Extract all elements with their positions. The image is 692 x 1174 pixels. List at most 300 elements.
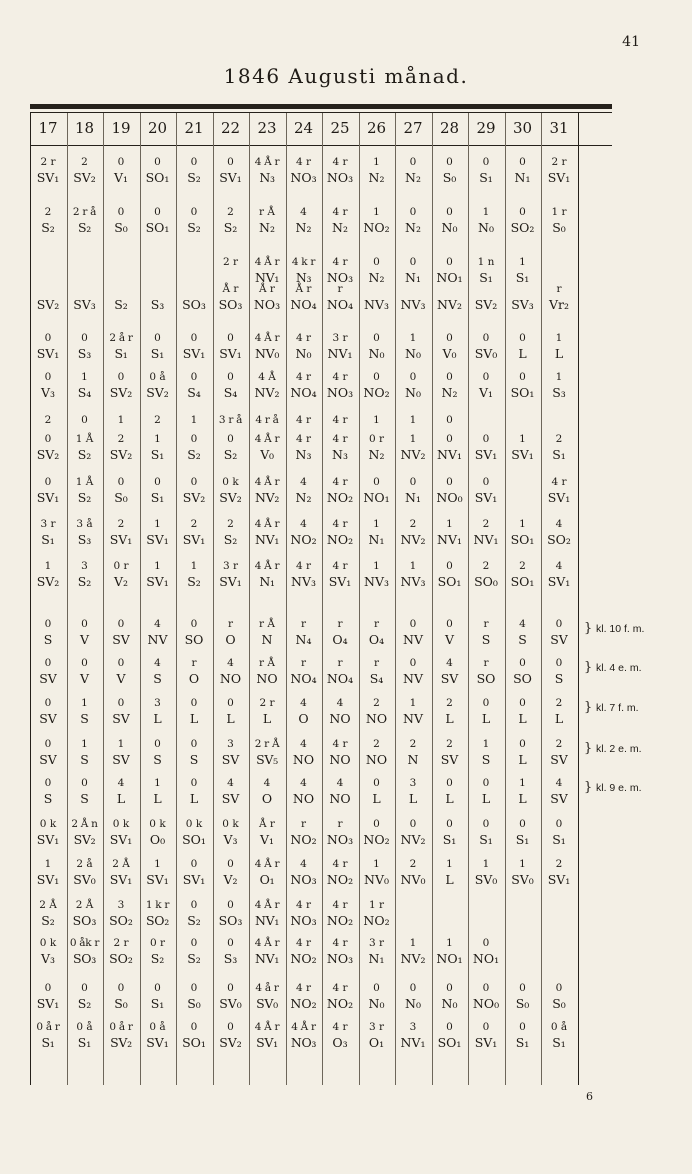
cloud-value: 4 bbox=[336, 777, 344, 789]
wind-value: SO₃ bbox=[182, 297, 206, 312]
cloud-value: Å r bbox=[259, 283, 275, 295]
cloud-value: 0 bbox=[81, 414, 88, 426]
wind-value: S bbox=[80, 791, 89, 806]
observation-cell bbox=[140, 617, 176, 647]
observation-cell bbox=[249, 936, 285, 966]
observation-cell bbox=[395, 857, 431, 887]
cloud-value bbox=[505, 282, 541, 297]
wind-value: NO₁ bbox=[436, 951, 463, 966]
wind-value: NO₁ bbox=[363, 490, 390, 505]
cloud-value: 3 r bbox=[40, 518, 56, 530]
cloud-value: 2 Å n bbox=[71, 818, 98, 830]
observation-cell bbox=[322, 205, 358, 235]
observation-cell bbox=[395, 559, 431, 589]
cloud-value: 0 r bbox=[113, 560, 129, 572]
observation-cell bbox=[432, 205, 468, 235]
wind-value: N₂ bbox=[259, 220, 275, 235]
wind-value: N₂ bbox=[368, 170, 385, 185]
cloud-value: 0 bbox=[154, 982, 161, 994]
observation-cell bbox=[213, 155, 249, 185]
observation-cell bbox=[249, 696, 285, 726]
cloud-value: 4 r å bbox=[255, 414, 279, 426]
observation-cell bbox=[395, 817, 431, 847]
cloud-value: 2 bbox=[117, 518, 125, 530]
header-rule bbox=[30, 145, 612, 146]
observation-cell bbox=[505, 370, 541, 400]
cloud-value: 3 bbox=[227, 738, 234, 750]
observation-cell bbox=[432, 981, 468, 1011]
observation-cell bbox=[541, 331, 577, 361]
wind-value: NO bbox=[329, 791, 351, 806]
wind-value: V bbox=[116, 671, 126, 686]
wind-value: N₁ bbox=[405, 270, 421, 285]
observation-cell bbox=[505, 517, 541, 547]
cloud-value: 4 Å r bbox=[254, 858, 280, 870]
observation-cell bbox=[103, 559, 139, 589]
wind-value: NV₀ bbox=[400, 872, 426, 887]
cloud-value: 0 bbox=[446, 433, 453, 445]
cloud-value: 3 bbox=[81, 560, 88, 572]
cloud-value: 1 r bbox=[551, 206, 567, 218]
wind-value: V₁ bbox=[113, 170, 129, 185]
cloud-value: 0 k bbox=[185, 818, 203, 830]
cloud-value: 2 bbox=[555, 433, 563, 445]
observation-cell bbox=[176, 155, 212, 185]
cloud-value: 0 bbox=[44, 476, 52, 488]
observation-cell bbox=[249, 817, 285, 847]
wind-value: SV₁ bbox=[182, 532, 206, 547]
cloud-value: 0 bbox=[190, 156, 198, 168]
observation-cell bbox=[140, 282, 176, 312]
wind-value: S bbox=[554, 671, 564, 686]
wind-value: N₂ bbox=[332, 220, 348, 235]
wind-value: NV₁ bbox=[254, 913, 280, 928]
wind-value: N₁ bbox=[368, 951, 385, 966]
wind-value: SO₃ bbox=[218, 913, 243, 928]
observation-cell bbox=[103, 817, 139, 847]
observation-cell bbox=[30, 817, 66, 847]
cloud-value: 4 r bbox=[295, 433, 312, 445]
title-rule-thin bbox=[30, 112, 612, 113]
observation-cell bbox=[249, 282, 285, 312]
cloud-value: 4 r bbox=[295, 560, 312, 572]
observation-cell bbox=[432, 155, 468, 185]
observation-cell bbox=[67, 475, 103, 505]
wind-value: S₂ bbox=[114, 297, 128, 312]
wind-value: SV bbox=[112, 752, 130, 767]
wind-value: S₂ bbox=[223, 447, 238, 462]
wind-value: SV₁ bbox=[36, 170, 60, 185]
wind-value: NO₂ bbox=[290, 832, 317, 847]
observation-cell bbox=[432, 282, 468, 312]
observation-cell bbox=[359, 517, 395, 547]
observation-cell bbox=[140, 817, 176, 847]
time-note: kl. 9 e. m. bbox=[596, 782, 642, 794]
cloud-value: r bbox=[337, 618, 343, 630]
observation-cell bbox=[286, 331, 322, 361]
cloud-value: 4 r bbox=[332, 433, 348, 445]
wind-value: SV₁ bbox=[474, 1035, 498, 1050]
observation-cell bbox=[468, 936, 504, 966]
wind-value: NO₄ bbox=[290, 297, 317, 312]
cloud-value: 2 r bbox=[40, 156, 56, 168]
cloud-value: 0 å bbox=[149, 371, 166, 383]
cloud-value: 2 bbox=[409, 518, 417, 530]
wind-value: S bbox=[80, 752, 89, 767]
cloud-value: 0 bbox=[482, 818, 490, 830]
cloud-value: 0 bbox=[44, 738, 52, 750]
wind-value: S₂ bbox=[187, 913, 201, 928]
observation-cell bbox=[176, 559, 212, 589]
observation-cell bbox=[322, 776, 358, 806]
wind-value: L bbox=[445, 711, 454, 726]
wind-value: NV₁ bbox=[437, 532, 462, 547]
wind-value: NO₀ bbox=[472, 996, 500, 1011]
observation-cell bbox=[213, 737, 249, 767]
observation-cell bbox=[67, 898, 103, 928]
wind-value: SV₂ bbox=[36, 447, 60, 462]
cloud-value: 0 bbox=[44, 371, 52, 383]
wind-value: NV₁ bbox=[327, 346, 353, 361]
brace-glyph: } bbox=[584, 780, 593, 795]
cloud-value: 0 bbox=[373, 371, 380, 383]
cloud-value: 3 bbox=[409, 1021, 417, 1033]
observation-cell bbox=[103, 898, 139, 928]
cloud-value: 0 bbox=[409, 256, 417, 268]
brace-glyph: } bbox=[584, 660, 593, 675]
wind-value: N₀ bbox=[405, 996, 421, 1011]
observation-cell bbox=[541, 282, 577, 312]
wind-value: NO₃ bbox=[253, 297, 281, 312]
cloud-value: 0 bbox=[227, 156, 234, 168]
observation-cell bbox=[67, 817, 103, 847]
observation-cell bbox=[505, 432, 541, 462]
observation-cell bbox=[103, 857, 139, 887]
wind-value: N₀ bbox=[441, 996, 458, 1011]
brace-glyph: } bbox=[584, 621, 593, 636]
observation-cell bbox=[505, 656, 541, 686]
wind-value: NO₁ bbox=[436, 270, 463, 285]
wind-value: S₂ bbox=[223, 220, 238, 235]
cloud-value: 1 bbox=[409, 414, 417, 426]
wind-value: NV₃ bbox=[400, 297, 426, 312]
cloud-value: 1 Å bbox=[75, 433, 94, 445]
cloud-value: 3 r bbox=[222, 560, 239, 572]
wind-value: NO bbox=[365, 711, 388, 726]
cloud-value: 0 bbox=[519, 1021, 526, 1033]
cloud-value: 4 r bbox=[295, 332, 312, 344]
observation-cell bbox=[30, 517, 66, 547]
observation-cell bbox=[213, 475, 249, 505]
observation-cell bbox=[213, 936, 249, 966]
wind-value: NO₂ bbox=[363, 832, 390, 847]
observation-cell bbox=[468, 331, 504, 361]
observation-cell bbox=[140, 475, 176, 505]
wind-value: NO₂ bbox=[290, 951, 317, 966]
observation-cell bbox=[286, 475, 322, 505]
cloud-value: 0 bbox=[190, 433, 198, 445]
wind-value: NO₃ bbox=[326, 832, 354, 847]
wind-value: SV₁ bbox=[547, 490, 571, 505]
wind-value: SV₁ bbox=[219, 170, 242, 185]
wind-value: L bbox=[481, 711, 491, 726]
cloud-value: 0 bbox=[154, 738, 161, 750]
wind-value: SV₁ bbox=[547, 872, 571, 887]
wind-value: SV₁ bbox=[36, 996, 60, 1011]
cloud-value: 4 Å r bbox=[254, 156, 280, 168]
wind-value: S₂ bbox=[77, 996, 92, 1011]
cloud-value: 0 bbox=[409, 206, 417, 218]
wind-value: SV bbox=[39, 671, 57, 686]
observation-cell bbox=[359, 475, 395, 505]
cloud-value: 1 bbox=[409, 697, 417, 709]
wind-value: L bbox=[445, 872, 454, 887]
cloud-value: r bbox=[337, 283, 343, 295]
observation-cell bbox=[249, 656, 285, 686]
cloud-value: 4 r bbox=[332, 256, 348, 268]
cloud-value: 0 bbox=[555, 982, 563, 994]
wind-value: N₃ bbox=[259, 170, 275, 185]
wind-value: NV₀ bbox=[364, 872, 389, 887]
cloud-value: 0 bbox=[373, 818, 380, 830]
observation-cell bbox=[176, 517, 212, 547]
observation-cell bbox=[468, 205, 504, 235]
wind-value: NV bbox=[403, 711, 423, 726]
observation-cell bbox=[359, 255, 395, 285]
observation-cell bbox=[249, 432, 285, 462]
cloud-value: 0 k bbox=[222, 818, 239, 830]
cloud-value: 1 bbox=[409, 433, 417, 445]
wind-value: NO₃ bbox=[326, 170, 354, 185]
day-header: 28 bbox=[439, 119, 460, 137]
wind-value: NV₃ bbox=[400, 574, 426, 589]
cloud-value: 1 bbox=[555, 371, 563, 383]
wind-value: SV₁ bbox=[146, 532, 169, 547]
cloud-value: 4 Å r bbox=[254, 433, 280, 445]
observation-cell bbox=[505, 1020, 541, 1050]
wind-value: NV₀ bbox=[254, 346, 280, 361]
observation-cell bbox=[468, 255, 504, 285]
wind-value: SV₂ bbox=[219, 1035, 242, 1050]
observation-cell bbox=[176, 282, 212, 312]
cloud-value: 1 r bbox=[368, 899, 385, 911]
observation-cell bbox=[505, 737, 541, 767]
observation-cell bbox=[67, 331, 103, 361]
observation-cell bbox=[249, 1020, 285, 1050]
wind-value: NV₂ bbox=[400, 532, 426, 547]
observation-cell bbox=[541, 155, 577, 185]
observation-cell bbox=[176, 205, 212, 235]
observation-cell bbox=[395, 737, 431, 767]
wind-value: NV₁ bbox=[254, 951, 280, 966]
cloud-value: 1 bbox=[154, 433, 161, 445]
wind-value: V₂ bbox=[113, 574, 129, 589]
column-divider bbox=[541, 113, 542, 1085]
observation-cell bbox=[505, 981, 541, 1011]
observation-cell bbox=[286, 981, 322, 1011]
cloud-value: 1 bbox=[154, 858, 161, 870]
observation-cell bbox=[286, 617, 322, 647]
cloud-value: 2 bbox=[555, 738, 563, 750]
wind-value: N₂ bbox=[405, 170, 421, 185]
wind-value: O bbox=[298, 711, 309, 726]
observation-cell bbox=[359, 432, 395, 462]
cloud-value: 0 bbox=[227, 433, 234, 445]
wind-value: L bbox=[518, 791, 527, 806]
cloud-value: 4 bbox=[154, 657, 161, 669]
wind-value: V₃ bbox=[40, 385, 56, 400]
cloud-value: 2 bbox=[555, 697, 563, 709]
wind-value: SV₀ bbox=[219, 996, 242, 1011]
cloud-value: r bbox=[556, 283, 562, 295]
observation-cell bbox=[432, 331, 468, 361]
observation-cell bbox=[103, 475, 139, 505]
observation-cell bbox=[286, 776, 322, 806]
cloud-value: 3 r bbox=[368, 1021, 385, 1033]
observation-cell bbox=[541, 370, 577, 400]
wind-value: N₀ bbox=[405, 385, 421, 400]
cloud-value: 2 bbox=[227, 206, 234, 218]
cloud-value: 2 bbox=[154, 414, 161, 426]
wind-value: NV₁ bbox=[473, 532, 499, 547]
observation-cell bbox=[213, 559, 249, 589]
wind-value: SO₂ bbox=[109, 913, 133, 928]
observation-cell bbox=[359, 331, 395, 361]
observation-cell bbox=[432, 737, 468, 767]
wind-value: NV₁ bbox=[254, 270, 280, 285]
cloud-value: 1 bbox=[44, 858, 52, 870]
wind-value: S₁ bbox=[515, 832, 530, 847]
observation-cell bbox=[286, 656, 322, 686]
observation-cell bbox=[505, 817, 541, 847]
cloud-value: 4 Å r bbox=[254, 560, 280, 572]
observation-cell bbox=[30, 205, 66, 235]
observation-cell bbox=[176, 1020, 212, 1050]
wind-value: SO₃ bbox=[72, 913, 97, 928]
wind-value: S₁ bbox=[442, 832, 457, 847]
wind-value: S₁ bbox=[150, 996, 165, 1011]
wind-value: S₄ bbox=[223, 385, 238, 400]
wind-value: SV₂ bbox=[219, 490, 242, 505]
brace-glyph: } bbox=[584, 700, 593, 715]
cloud-value: 0 bbox=[227, 858, 234, 870]
observation-cell bbox=[322, 981, 358, 1011]
cloud-value: r Å bbox=[259, 657, 275, 669]
cloud-value: 0 k bbox=[222, 476, 239, 488]
observation-cell bbox=[176, 857, 212, 887]
cloud-value: 1 bbox=[190, 414, 198, 426]
observation-cell bbox=[176, 936, 212, 966]
cloud-value: 0 bbox=[44, 777, 52, 789]
observation-cell bbox=[359, 696, 395, 726]
observation-cell bbox=[286, 255, 322, 285]
wind-value: S₁ bbox=[479, 270, 493, 285]
observation-cell bbox=[432, 475, 468, 505]
cloud-value bbox=[432, 282, 468, 297]
observation-cell bbox=[322, 432, 358, 462]
wind-value: SV₃ bbox=[73, 297, 96, 312]
observation-cell bbox=[505, 282, 541, 312]
observation-cell bbox=[468, 282, 504, 312]
observation-cell bbox=[213, 696, 249, 726]
observation-cell bbox=[432, 936, 468, 966]
observation-cell bbox=[140, 898, 176, 928]
wind-value: SO₂ bbox=[510, 220, 535, 235]
wind-value: SV bbox=[550, 791, 568, 806]
cloud-value: 0 bbox=[190, 206, 198, 218]
cloud-value: 1 bbox=[117, 414, 125, 426]
wind-value: NO₂ bbox=[326, 996, 354, 1011]
wind-value: N₀ bbox=[441, 220, 458, 235]
cloud-value: 0 å bbox=[76, 1021, 93, 1033]
observation-cell bbox=[359, 370, 395, 400]
observation-cell bbox=[103, 617, 139, 647]
cloud-value: 4 bbox=[300, 858, 307, 870]
column-divider bbox=[578, 113, 579, 1085]
wind-value: S₁ bbox=[515, 1035, 530, 1050]
observation-cell bbox=[30, 1020, 66, 1050]
time-note: kl. 7 f. m. bbox=[596, 702, 639, 714]
cloud-value: 4 Å r bbox=[254, 518, 280, 530]
wind-value: N₂ bbox=[368, 447, 385, 462]
cloud-value: 0 bbox=[190, 858, 198, 870]
cloud-value: 4 r bbox=[332, 414, 348, 426]
cloud-value: 0 bbox=[117, 697, 125, 709]
observation-cell bbox=[286, 155, 322, 185]
observation-cell bbox=[140, 432, 176, 462]
wind-value: V₁ bbox=[478, 385, 494, 400]
observation-cell bbox=[67, 155, 103, 185]
wind-value: L bbox=[262, 711, 272, 726]
cloud-value: 0 bbox=[227, 1021, 234, 1033]
wind-value: O₀ bbox=[149, 832, 166, 847]
observation-cell bbox=[359, 981, 395, 1011]
observation-cell bbox=[249, 617, 285, 647]
observation-cell bbox=[286, 205, 322, 235]
cloud-value: 4 r bbox=[295, 414, 312, 426]
wind-value: S₁ bbox=[552, 447, 566, 462]
wind-value: SV₁ bbox=[146, 872, 169, 887]
cloud-value: 0 bbox=[555, 618, 563, 630]
cloud-value: Å r bbox=[222, 283, 239, 295]
wind-value: NO₂ bbox=[326, 532, 354, 547]
cloud-value: 4 bbox=[227, 777, 234, 789]
wind-value: NO₂ bbox=[363, 220, 390, 235]
day-header: 29 bbox=[476, 119, 496, 137]
day-header: 17 bbox=[38, 119, 58, 137]
cloud-value: 2 bbox=[555, 858, 563, 870]
cloud-value: 0 bbox=[190, 476, 198, 488]
wind-value: S bbox=[518, 632, 527, 647]
observation-cell bbox=[213, 857, 249, 887]
cloud-value: 1 n bbox=[477, 256, 495, 268]
observation-cell bbox=[30, 559, 66, 589]
wind-value: L bbox=[554, 711, 564, 726]
wind-value: SV₁ bbox=[219, 346, 242, 361]
wind-value: S bbox=[43, 791, 53, 806]
wind-value: NO₃ bbox=[326, 951, 354, 966]
observation-cell bbox=[541, 1020, 577, 1050]
cloud-value: 0 bbox=[446, 256, 453, 268]
day-header: 25 bbox=[330, 119, 350, 137]
cloud-value: 0 bbox=[373, 256, 380, 268]
page-title: 1846 Augusti månad. bbox=[223, 64, 469, 88]
observation-cell bbox=[359, 857, 395, 887]
wind-value: NO₃ bbox=[326, 270, 354, 285]
observation-cell bbox=[432, 696, 468, 726]
observation-cell bbox=[103, 331, 139, 361]
wind-value: N₂ bbox=[295, 490, 312, 505]
